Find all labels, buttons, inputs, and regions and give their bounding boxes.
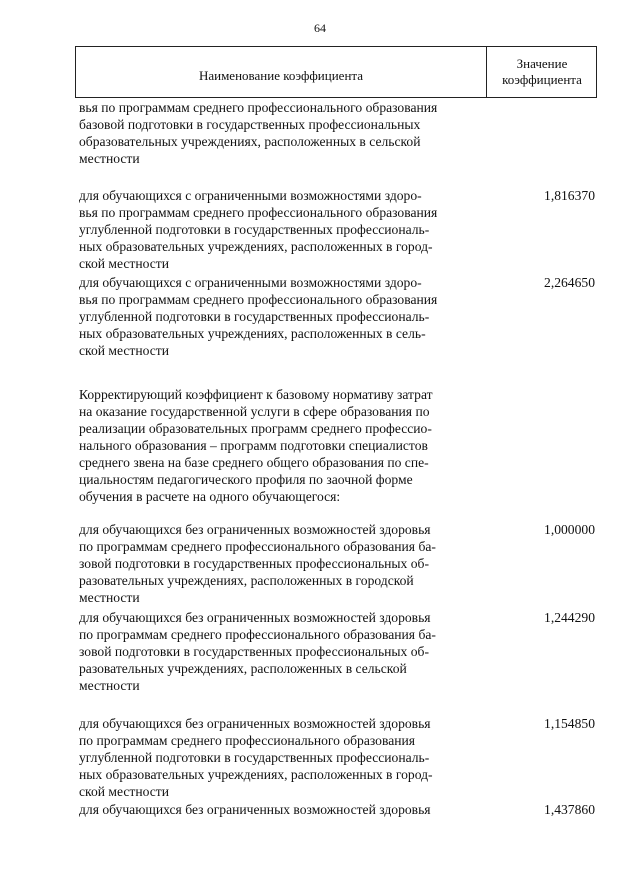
table-row xyxy=(79,609,599,694)
table-header xyxy=(75,46,597,98)
column-header-name: Наименование коэффициента xyxy=(198,68,364,83)
table-row xyxy=(79,99,599,167)
row-description: для обучающихся без ограниченных возможностей здоровья по программам среднего профессионального образования ба- зовой подготовки в государственных профессиональных об- разовательных учреждениях, расположенных в городской местности xyxy=(79,522,436,605)
column-header-value-label: Значение коэффициента xyxy=(502,56,582,87)
row-value: 1,000000 xyxy=(544,522,595,537)
row-value: 2,264650 xyxy=(544,275,595,290)
row-description: для обучающихся без ограниченных возможностей здоровья по программам среднего профессионального образования ба- зовой подготовки в государственных профессиональных об- разовательных учреждениях, расположенных в сельской местности xyxy=(79,610,436,693)
row-value: 1,154850 xyxy=(544,716,595,731)
table-row xyxy=(79,187,599,272)
row-value: 1,437860 xyxy=(544,802,595,817)
row-description: вья по программам среднего профессионального образования базовой подготовки в государственных профессиональных образовательных учреждениях, расположенных в сельской местности xyxy=(79,100,438,166)
row-description: Корректирующий коэффициент к базовому нормативу затрат на оказание государственной услуги в сфере образования по реализации образовательных программ среднего профессио- нального образования – программ подготовки специалистов среднего звена на базе среднего общего образования по спе- циальностям педагогического профиля по заочной форме обучения в расчете на одного обучающегося: xyxy=(79,387,433,504)
row-description: для обучающихся с ограниченными возможностями здоро- вья по программам среднего профессионального образования углубленной подготовки в государственных профессиональ- ных образовательных учреждениях, расположенных в сель- ской местности xyxy=(79,275,438,358)
table-row xyxy=(79,274,599,359)
row-description: для обучающихся без ограниченных возможностей здоровья xyxy=(79,802,431,817)
table-row xyxy=(79,386,599,505)
table-row xyxy=(79,521,599,606)
table-row xyxy=(79,801,599,818)
row-description: для обучающихся без ограниченных возможностей здоровья по программам среднего профессионального образования углубленной подготовки в государственных профессиональ- ных образовательных учреждениях, расположенных в город- ской местности xyxy=(79,716,433,799)
row-value: 1,816370 xyxy=(544,188,595,203)
page-number: 64 xyxy=(314,21,326,35)
column-header-value xyxy=(486,47,597,97)
table-row xyxy=(79,715,599,800)
row-description: для обучающихся с ограниченными возможностями здоро- вья по программам среднего профессионального образования углубленной подготовки в государственных профессиональ- ных образовательных учреждениях, расположенных в город- ской местности xyxy=(79,188,438,271)
row-value: 1,244290 xyxy=(544,610,595,625)
